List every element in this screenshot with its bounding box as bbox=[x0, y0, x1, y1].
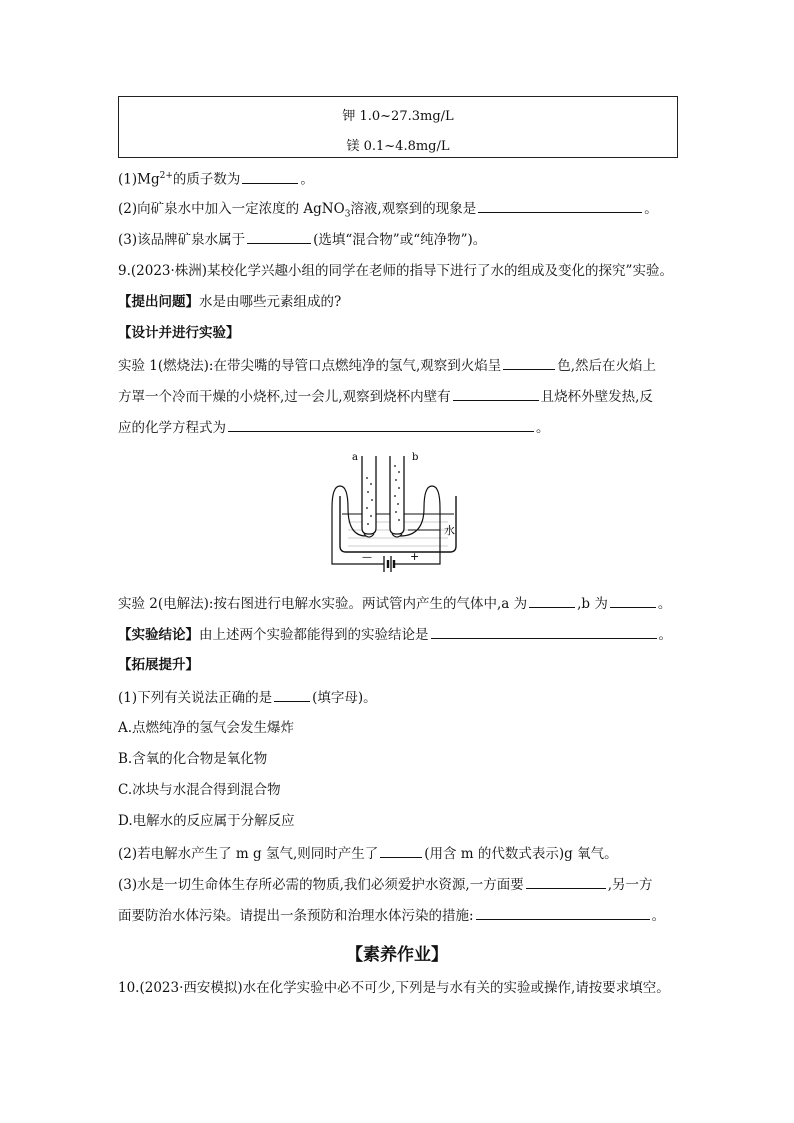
option-a: A.点燃纯净的氢气会发生爆炸 bbox=[118, 720, 295, 736]
extension-question-1: (1)下列有关说法正确的是 (填字母)。 bbox=[118, 687, 377, 708]
experiment-1-line-1: 实验 1(燃烧法):在带尖嘴的导管口点燃纯净的氢气,观察到火焰呈 色,然后在火焰上 bbox=[118, 355, 656, 376]
question-9-stem: 9.(2023·株洲)某校化学兴趣小组的同学在老师的指导下进行了水的组成及变化的探究”实验。 bbox=[118, 263, 673, 279]
test-tube-b bbox=[390, 456, 404, 534]
extension-question-2: (2)若电解水产生了 m g 氢气,则同时产生了 (用含 m 的代数式表示)g 氧气。 bbox=[118, 843, 618, 864]
electrolysis-diagram bbox=[328, 448, 468, 580]
label-minus: — bbox=[362, 552, 372, 563]
answer-blank[interactable] bbox=[526, 874, 606, 889]
answer-blank[interactable] bbox=[453, 386, 539, 401]
magnesium-content: 镁 0.1~4.8mg/L bbox=[346, 139, 450, 154]
answer-blank[interactable] bbox=[529, 593, 575, 608]
answer-blank[interactable] bbox=[610, 593, 656, 608]
answer-blank[interactable] bbox=[478, 198, 642, 213]
mineral-content-box bbox=[118, 96, 678, 158]
question-2: (2)向矿泉水中加入一定浓度的 AgNO$_3$溶液,观察到的现象是 。 bbox=[118, 198, 658, 225]
answer-blank[interactable] bbox=[431, 624, 657, 639]
potassium-content: 钾 1.0~27.3mg/L bbox=[342, 109, 454, 124]
answer-blank[interactable] bbox=[380, 843, 422, 858]
experiment-1-line-2: 方罩一个冷而干燥的小烧杯,过一会儿,观察到烧杯内壁有 且烧杯外壁发热,反 bbox=[118, 386, 653, 407]
experiment-conclusion: 【实验结论】由上述两个实验都能得到的实验结论是 。 bbox=[118, 624, 672, 645]
experiment-1-line-3: 应的化学方程式为 。 bbox=[118, 417, 550, 438]
label-b: b bbox=[412, 452, 419, 463]
answer-blank[interactable] bbox=[274, 687, 310, 702]
question-3: (3)该品牌矿泉水属于 (选填“混合物”或“纯净物”)。 bbox=[118, 229, 486, 250]
question-1: $(1)Mg^{2+}$的质子数为 。 bbox=[118, 166, 314, 190]
label-a: a bbox=[352, 452, 358, 463]
design-heading: 【设计并进行实验】 bbox=[118, 325, 240, 341]
label-plus: + bbox=[410, 550, 420, 563]
option-c: C.冰块与水混合得到混合物 bbox=[118, 782, 281, 798]
test-tube-a bbox=[362, 456, 376, 534]
answer-blank[interactable] bbox=[242, 169, 298, 184]
answer-blank[interactable] bbox=[247, 229, 311, 244]
experiment-2: 实验 2(电解法):按右图进行电解水实验。两试管内产生的气体中,a 为 ,b 为 。 bbox=[118, 593, 671, 614]
answer-blank[interactable] bbox=[503, 355, 555, 370]
option-d: D.电解水的反应属于分解反应 bbox=[118, 813, 295, 829]
answer-blank[interactable] bbox=[476, 905, 650, 920]
extension-heading: 【拓展提升】 bbox=[118, 657, 199, 673]
option-b: B.含氧的化合物是氧化物 bbox=[118, 751, 268, 767]
pose-question: 【提出问题】水是由哪些元素组成的? bbox=[118, 294, 342, 310]
question-10-stem: 10.(2023·西安模拟)水在化学实验中必不可少,下列是与水有关的实验或操作,请按要求填空。 bbox=[118, 980, 670, 996]
label-water: 水 bbox=[444, 524, 455, 537]
answer-blank[interactable] bbox=[228, 417, 534, 432]
extension-question-3-line-2: 面要防治水体污染。请提出一条预防和治理水体污染的措施: 。 bbox=[118, 905, 665, 926]
extension-question-3-line-1: (3)水是一切生命体生存所必需的物质,我们必须爱护水资源,一方面要 ,另一方 bbox=[118, 874, 653, 895]
section-title: 【素养作业】 bbox=[346, 945, 448, 965]
